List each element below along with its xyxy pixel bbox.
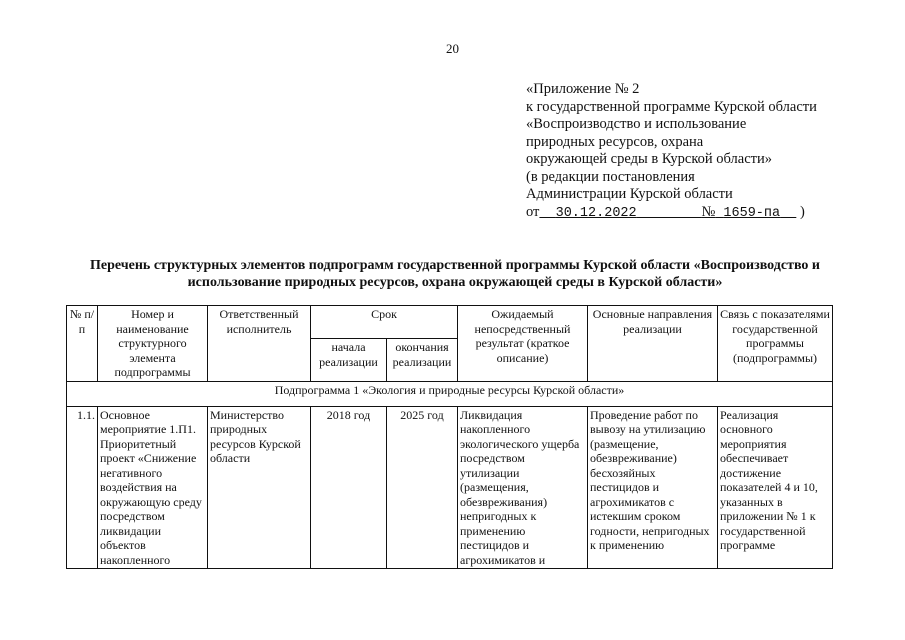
appendix-line: (в редакции постановления bbox=[526, 168, 695, 185]
close-paren: ) bbox=[799, 203, 805, 220]
structural-elements-table bbox=[66, 305, 833, 569]
cell-num: 1.1. bbox=[67, 406, 98, 569]
table-row bbox=[67, 406, 833, 569]
page-number: 20 bbox=[446, 41, 459, 56]
header-executor: Ответственный исполнитель bbox=[208, 306, 311, 382]
number-label: № bbox=[701, 203, 716, 220]
appendix-line: «Приложение № 2 bbox=[526, 81, 640, 97]
header-end: окончания реализации bbox=[387, 339, 458, 381]
resolution-date: 30.12.2022 bbox=[555, 205, 637, 221]
document-title: Перечень структурных элементов подпрограмм государственной программы Курской области «Воспроизводство и использование природных ресурсов, охрана окружающей среды в Курской области» bbox=[89, 258, 820, 290]
cell-executor: Министерство природных ресурсов Курской области bbox=[208, 406, 311, 569]
appendix-date-line bbox=[526, 204, 817, 223]
resolution-number: 1659-па bbox=[723, 205, 781, 221]
appendix-block bbox=[526, 81, 817, 222]
header-directions: Основные направления реализации bbox=[588, 306, 718, 382]
header-term: Срок bbox=[311, 306, 458, 339]
appendix-line: природных ресурсов, охрана bbox=[526, 133, 704, 150]
header-link: Связь с показателями государственной программы (подпрограммы) bbox=[718, 306, 833, 382]
header-num: № п/п bbox=[67, 306, 98, 382]
cell-result: Ликвидация накопленного экологического ущерба посредством утилизации (размещения, обезвреживания) непригодных к применению пестицидов и агрохимикатов и bbox=[458, 406, 588, 569]
appendix-line: окружающей среды в Курской области» bbox=[526, 151, 773, 167]
cell-link: Реализация основного мероприятия обеспечивает достижение показателей 4 и 10, указанных в приложении № 1 к государственной программе bbox=[718, 406, 833, 569]
appendix-line: Администрации Курской области bbox=[526, 186, 733, 202]
subprogram-row: Подпрограмма 1 «Экология и природные ресурсы Курской области» bbox=[67, 381, 833, 406]
appendix-line: к государственной программе Курской области bbox=[526, 98, 817, 115]
header-name: Номер и наименование структурного элемента подпрограммы bbox=[98, 306, 208, 382]
cell-name: Основное мероприятие 1.П1. Приоритетный проект «Снижение негативного воздействия на окружающую среду посредством ликвидации объектов накопленного bbox=[98, 406, 208, 569]
cell-end: 2025 год bbox=[387, 406, 458, 569]
appendix-line: «Воспроизводство и использование bbox=[526, 116, 747, 132]
header-result: Ожидаемый непосредственный результат (краткое описание) bbox=[458, 306, 588, 382]
cell-directions: Проведение работ по вывозу на утилизацию (размещение, обезвреживание) бесхозяйных пестицидов и агрохимикатов с истекшим сроком годности, непригодных к применению bbox=[588, 406, 718, 569]
cell-start: 2018 год bbox=[311, 406, 387, 569]
header-start: начала реализации bbox=[311, 339, 387, 381]
from-label: от bbox=[526, 203, 540, 220]
